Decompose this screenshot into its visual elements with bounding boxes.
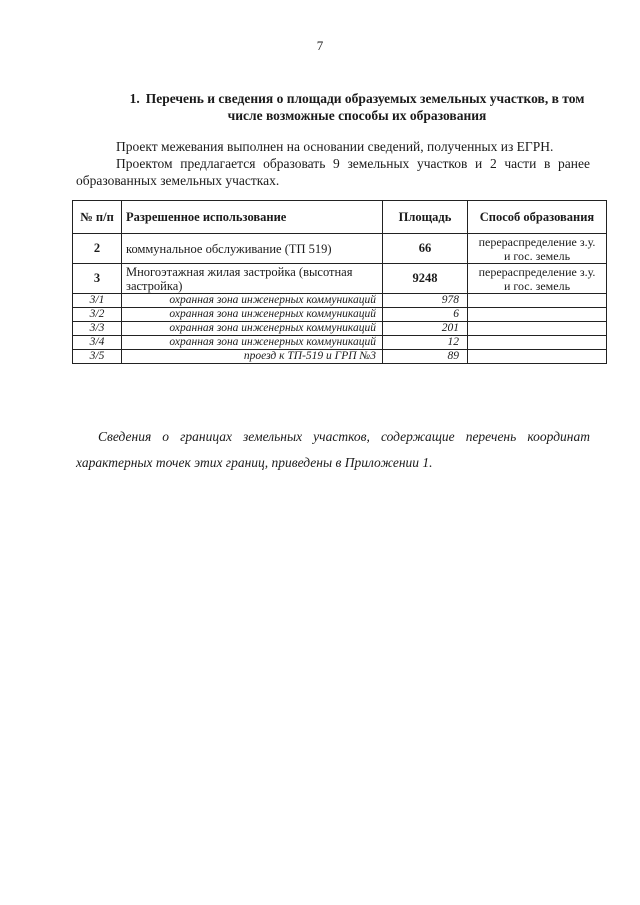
- subrow-method-empty: [468, 322, 607, 336]
- method-line2: и гос. земель: [503, 248, 571, 263]
- section-heading: [112, 90, 602, 124]
- subrow-number: 3/2: [73, 308, 122, 322]
- note-line2: характерных точек этих границ, приведены в Приложении 1.: [76, 455, 433, 470]
- subrow-area: 6: [383, 308, 468, 322]
- subrow-number: 3/5: [73, 350, 122, 364]
- subrow-use: охранная зона инженерных коммуникаций: [122, 336, 383, 350]
- header-permitted-use: Разрешенное использование: [122, 201, 383, 234]
- row-formation-method: [468, 234, 607, 264]
- header-formation-method: Способ образования: [468, 201, 607, 234]
- table-subrow: [73, 308, 607, 322]
- row-area: 9248: [383, 264, 468, 294]
- header-number: № п/п: [73, 201, 122, 234]
- row-formation-method: [468, 264, 607, 294]
- subrow-use: проезд к ТП-519 и ГРП №3: [122, 350, 383, 364]
- row-permitted-use: коммунальное обслуживание (ТП 519): [122, 234, 383, 264]
- section-title-line1: Перечень и сведения о площади образуемых земельных участков, в том: [145, 91, 585, 106]
- land-plots-table: [72, 200, 607, 364]
- subrow-area: 201: [383, 322, 468, 336]
- page-number: 7: [316, 38, 324, 53]
- subrow-use: охранная зона инженерных коммуникаций: [122, 308, 383, 322]
- subrow-area: 978: [383, 294, 468, 308]
- subrow-use: охранная зона инженерных коммуникаций: [122, 322, 383, 336]
- row-permitted-use: Многоэтажная жилая застройка (высотная застройка): [122, 264, 383, 294]
- table-subrow: [73, 294, 607, 308]
- paragraph-egrn: Проект межевания выполнен на основании сведений, полученных из ЕГРН.: [116, 139, 554, 154]
- subrow-number: 3/4: [73, 336, 122, 350]
- paragraph-project-cont: образованных земельных участках.: [76, 173, 280, 188]
- subrow-number: 3/1: [73, 294, 122, 308]
- method-line1: перераспределение з.у.: [478, 264, 596, 279]
- header-area: Площадь: [383, 201, 468, 234]
- section-number: 1.: [129, 91, 140, 106]
- row-number: 3: [73, 264, 122, 294]
- subrow-area: 12: [383, 336, 468, 350]
- row-number: 2: [73, 234, 122, 264]
- subrow-method-empty: [468, 294, 607, 308]
- section-title-line2: числе возможные способы их образования: [227, 108, 487, 123]
- method-line1: перераспределение з.у.: [478, 234, 596, 249]
- table-row: [73, 234, 607, 264]
- paragraph-project: Проектом предлагается образовать 9 земельных участков и 2 части в ранее: [116, 156, 590, 171]
- subrow-area: 89: [383, 350, 468, 364]
- subrow-method-empty: [468, 308, 607, 322]
- table-subrow: [73, 350, 607, 364]
- table-row: [73, 264, 607, 294]
- subrow-method-empty: [468, 350, 607, 364]
- method-line2: и гос. земель: [503, 278, 571, 293]
- note-line1: Сведения о границах земельных участков, содержащие перечень координат: [98, 429, 590, 444]
- appendix-note: [76, 424, 590, 476]
- subrow-number: 3/3: [73, 322, 122, 336]
- table-subrow: [73, 322, 607, 336]
- table-subrow: [73, 336, 607, 350]
- subrow-use: охранная зона инженерных коммуникаций: [122, 294, 383, 308]
- subrow-method-empty: [468, 336, 607, 350]
- table-header-row: [73, 201, 607, 234]
- row-area: 66: [383, 234, 468, 264]
